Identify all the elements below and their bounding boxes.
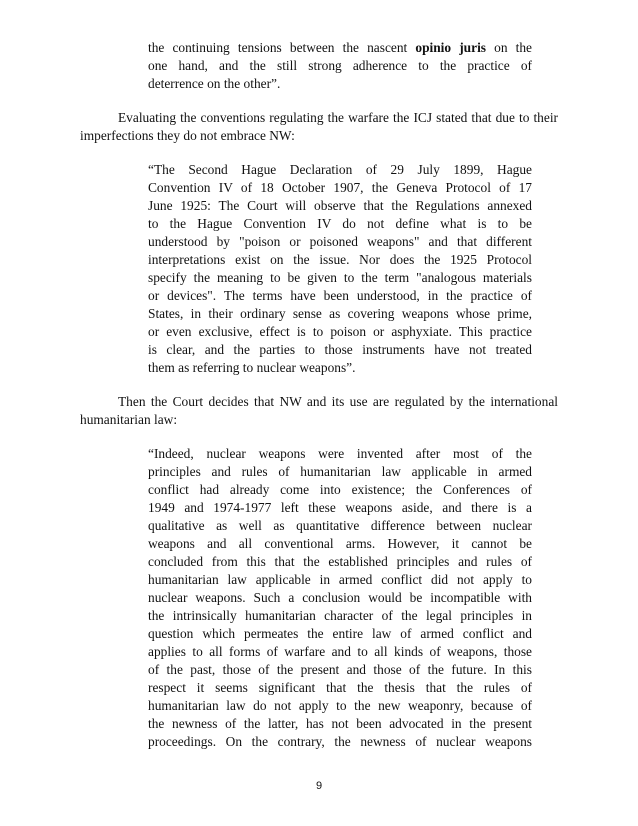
quote2-line: or even exclusive, effect is to poison or asphyxiate. This practice [148,324,532,339]
emphasis-opinio-juris: opinio juris [415,40,487,55]
quote3-line: question which permeates the entire law of armed conflict and [148,626,532,641]
quote2-line: specify the meaning to be given to the term "analogous materials [148,270,532,285]
quote3-line: humanitarian law do not apply to the new weaponry, because of [148,698,532,713]
quote2-line: “The Second Hague Declaration of 29 July 1899, Hague [148,162,532,177]
quote3-line: humanitarian law applicable in armed conflict did not apply to [148,572,532,587]
quote3-line: weapons and all conventional arms. However, it cannot be [148,536,532,551]
quote2-line: to the Hague Convention IV do not define what is to be [148,216,532,231]
quote3-line: the intrinsically humanitarian character of the legal principles in [148,608,532,623]
quote3-line: nuclear weapons. Such a conclusion would be incompatible with [148,590,532,605]
quote3-line: principles and rules of humanitarian law applicable in armed [148,464,532,479]
quote3-line: concluded from this that the established principles and rules of [148,554,532,569]
quote1-line: one hand, and the still strong adherence to the practice of [148,58,532,73]
quote1-line: deterrence on the other”. [148,76,281,91]
quote3-line: the newness of the latter, has not been advocated in the present [148,716,532,731]
quote2-line: Convention IV of 18 October 1907, the Geneva Protocol of 17 [148,180,532,195]
quote3-line: “Indeed, nuclear weapons were invented after most of the [148,446,532,461]
quote2-line: is clear, and the parties to those instruments have not treated [148,342,532,357]
quote3-line: proceedings. On the contrary, the newness of nuclear weapons [148,734,532,749]
quote3-line: 1949 and 1974-1977 left these weapons aside, and there is a [148,500,532,515]
body-line: Evaluating the conventions regulating the warfare the ICJ stated that due to their [118,110,558,125]
body-line: imperfections they do not embrace NW: [80,128,295,143]
quote2-line: States, in their ordinary sense as covering weapons whose prime, [148,306,532,321]
body-line: humanitarian law: [80,412,178,427]
quote1-line: the continuing tensions between the nascent opinio juris on the [148,40,533,55]
quote3-line: of the past, those of the present and those of the future. In this [148,662,532,677]
quote2-line: understood by "poison or poisoned weapons" and that different [148,234,532,249]
quote3-line: qualitative as well as quantitative difference between nuclear [148,518,532,533]
body-line: Then the Court decides that NW and its use are regulated by the international [118,394,558,409]
quote2-line: interpretations exist on the issue. Nor does the 1925 Protocol [148,252,532,267]
quote3-line: conflict had already come into existence; the Conferences of [148,482,532,497]
page-number: 9 [315,780,323,792]
quote3-line: applies to all forms of warfare and to all kinds of weapons, those [148,644,532,659]
quote2-line: June 1925: The Court will observe that the Regulations annexed [148,198,532,213]
quote2-line: them as referring to nuclear weapons”. [148,360,356,375]
quote2-line: or devices". The terms have been understood, in the practice of [148,288,532,303]
quote3-line: respect it seems significant that the thesis that the rules of [148,680,532,695]
